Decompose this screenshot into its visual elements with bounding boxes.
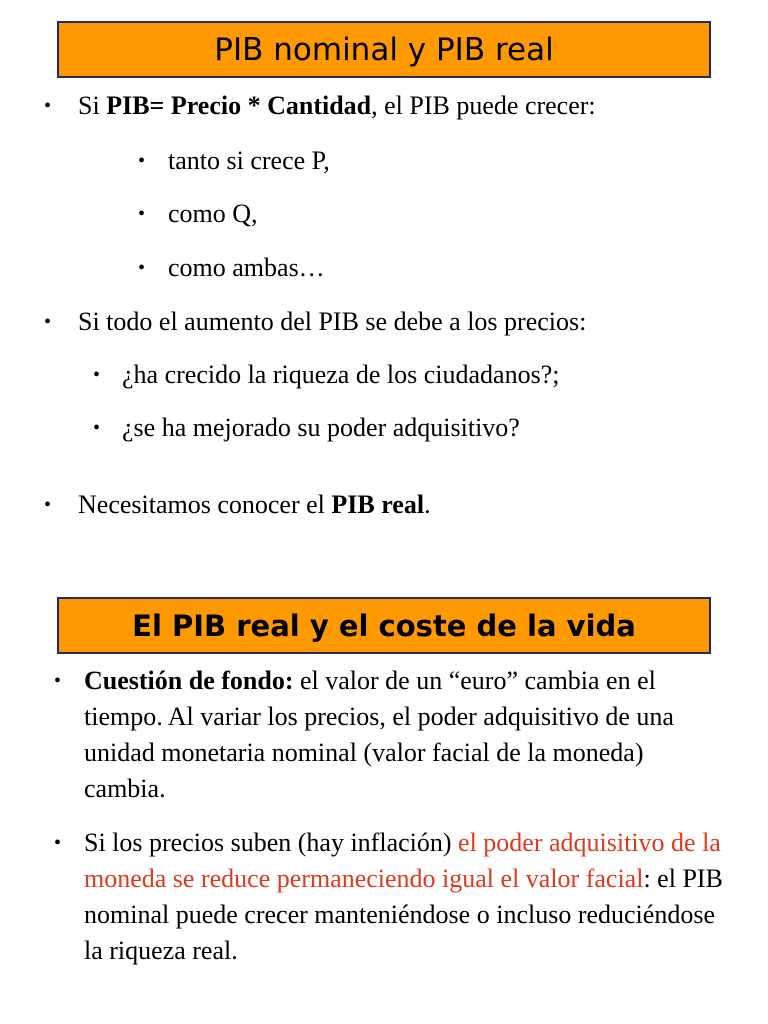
slide1-bullet1: Si PIB= Precio * Cantidad, el PIB puede crecer: bbox=[78, 91, 596, 120]
slide1-bullet3: Necesitamos conocer el PIB real. bbox=[78, 490, 431, 519]
bullet-marker: • bbox=[93, 417, 101, 439]
slide1-title bbox=[57, 21, 711, 78]
bullet-marker: • bbox=[138, 150, 146, 172]
slide1-title-text: PIB nominal y PIB real bbox=[214, 31, 554, 68]
bullet-marker: • bbox=[93, 364, 101, 386]
bullet-marker: • bbox=[44, 95, 52, 117]
bullet-marker: • bbox=[44, 311, 52, 333]
bullet-marker: • bbox=[138, 257, 146, 279]
slide1-bullet2: Si todo el aumento del PIB se debe a los precios: bbox=[78, 307, 587, 336]
question-item: ¿ha crecido la riqueza de los ciudadanos?; bbox=[122, 360, 560, 389]
bullet-marker: • bbox=[54, 832, 62, 854]
bullet-marker: • bbox=[138, 203, 146, 225]
slide2-paragraph1: Cuestión de fondo: el valor de un “euro” cambia en el tiempo. Al variar los precios, el poder adquisitivo de una unidad monetaria nominal (valor facial de la moneda) cambia. bbox=[84, 666, 674, 803]
slide2-paragraph2: Si los precios suben (hay inflación) el poder adquisitivo de la moneda se reduce permaneciendo igual el valor facial: el PIB nominal puede crecer manteniéndose o incluso reduciéndose la riqueza real. bbox=[84, 828, 723, 965]
slide2-title-text: El PIB real y el coste de la vida bbox=[132, 608, 636, 643]
sub-item: tanto si crece P, bbox=[168, 146, 330, 175]
slide2-title bbox=[57, 597, 711, 654]
question-item: ¿se ha mejorado su poder adquisitivo? bbox=[122, 413, 520, 442]
highlight-text: el poder adquisitivo de la moneda se reduce permaneciendo igual el valor facial bbox=[84, 828, 721, 893]
sub-item: como Q, bbox=[168, 199, 258, 228]
bullet-marker: • bbox=[54, 670, 62, 692]
sub-item: como ambas… bbox=[168, 253, 325, 282]
bullet-marker: • bbox=[44, 494, 52, 516]
